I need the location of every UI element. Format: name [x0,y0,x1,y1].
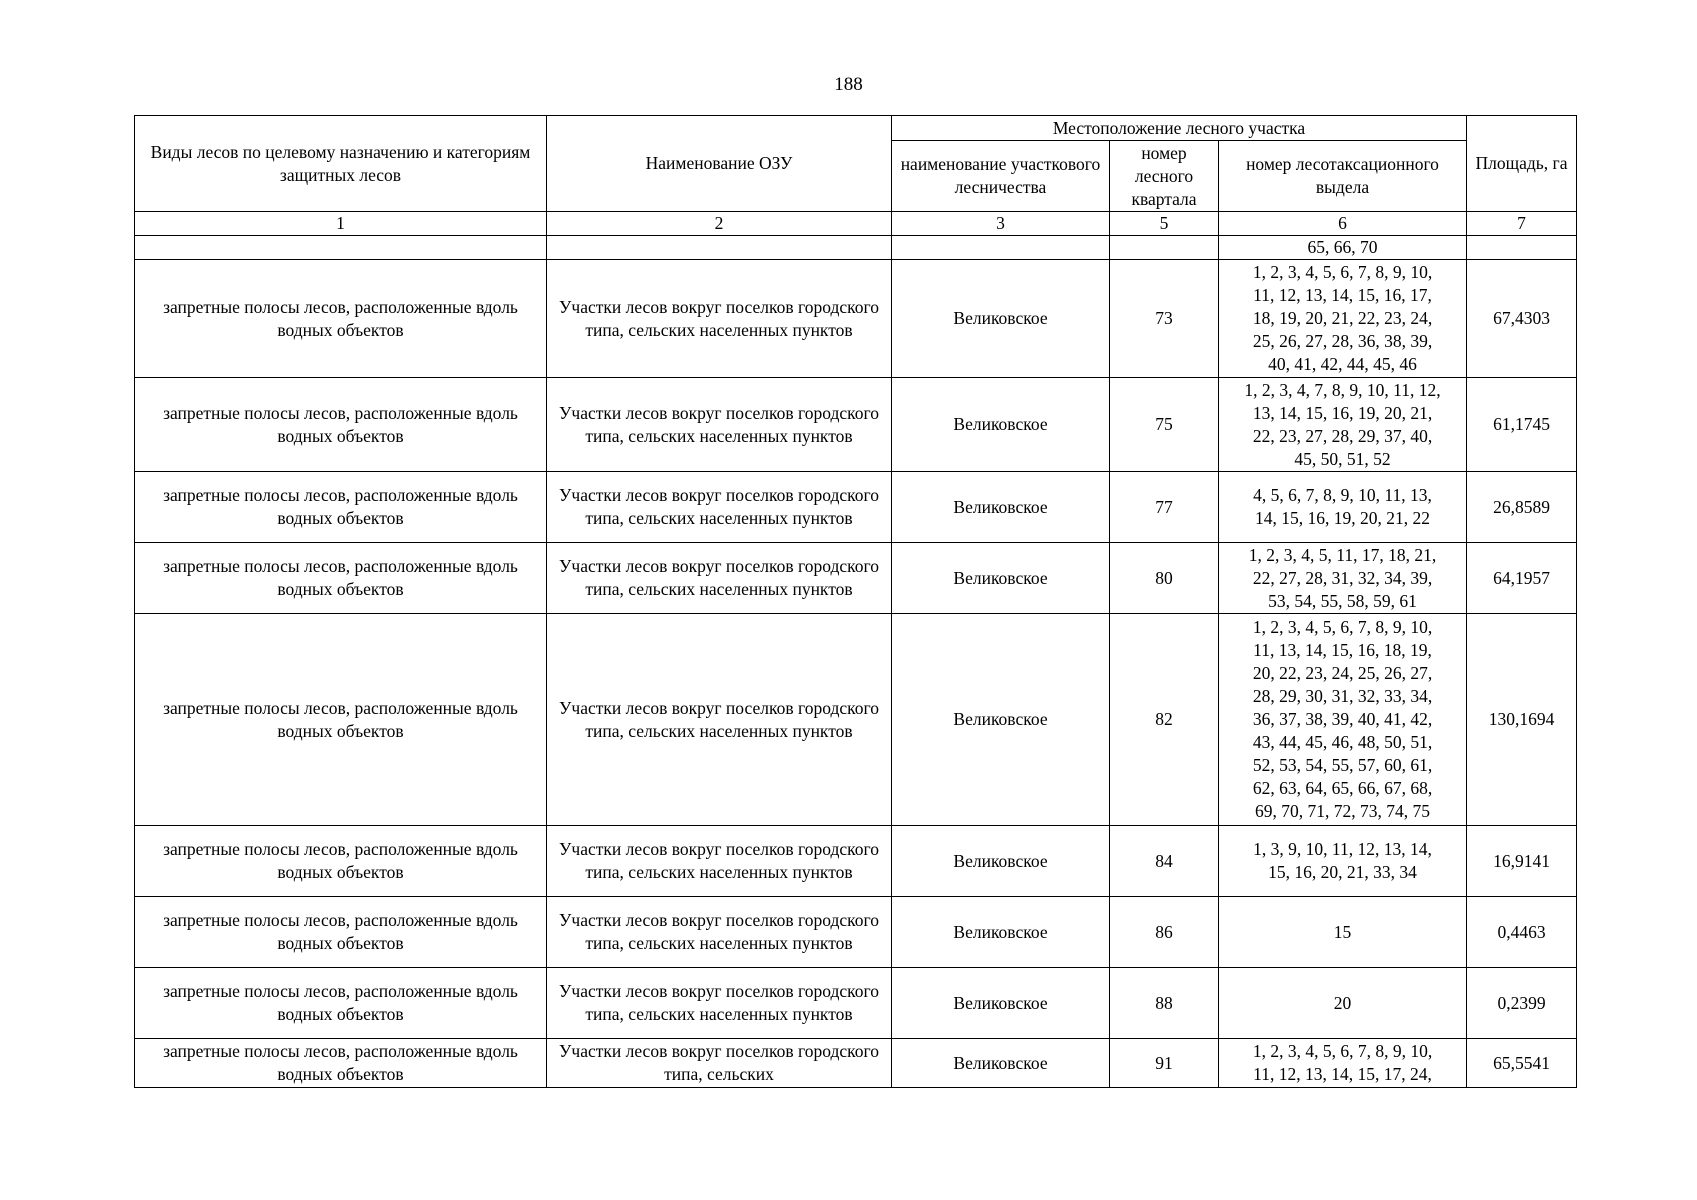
column-number: 3 [892,212,1110,236]
column-number-row [135,212,1577,236]
cell-vydel: 1, 3, 9, 10, 11, 12, 13, 14, 15, 16, 20, 21, 33, 34 [1219,826,1467,897]
table-row [135,1039,1577,1088]
cell-forestry: Великовское [892,826,1110,897]
cell-quarter [1110,236,1219,260]
cell-forest-type: запретные полосы лесов, расположенные вдоль водных объектов [135,378,547,472]
cell-forestry: Великовское [892,472,1110,543]
header-vydel-number: номер лесотаксационного выдела [1219,141,1467,212]
header-forestry-name: наименование участкового лесничества [892,141,1110,212]
cell-ozu-name: Участки лесов вокруг поселков городского типа, сельских населенных пунктов [547,378,892,472]
header-forest-type: Виды лесов по целевому назначению и категориям защитных лесов [135,116,547,212]
cell-ozu-name: Участки лесов вокруг поселков городского типа, сельских населенных пунктов [547,543,892,614]
cell-vydel: 20 [1219,968,1467,1039]
cell-forest-type: запретные полосы лесов, расположенные вдоль водных объектов [135,614,547,826]
column-number: 6 [1219,212,1467,236]
cell-vydel: 1, 2, 3, 4, 5, 6, 7, 8, 9, 10, 11, 12, 13, 14, 15, 16, 17, 18, 19, 20, 21, 22, 23, 24, 25, 26, 27, 28, 36, 38, 39, 40, 41, 42, 44, 45, 46 [1219,260,1467,378]
table-body [135,236,1577,1088]
cell-area [1467,236,1577,260]
cell-quarter: 86 [1110,897,1219,968]
cell-vydel: 1, 2, 3, 4, 5, 6, 7, 8, 9, 10, 11, 12, 13, 14, 15, 17, 24, [1219,1039,1467,1088]
cell-vydel: 1, 2, 3, 4, 7, 8, 9, 10, 11, 12, 13, 14, 15, 16, 19, 20, 21, 22, 23, 27, 28, 29, 37, 40, 45, 50, 51, 52 [1219,378,1467,472]
cell-forest-type: запретные полосы лесов, расположенные вдоль водных объектов [135,543,547,614]
cell-ozu-name: Участки лесов вокруг поселков городского типа, сельских населенных пунктов [547,897,892,968]
cell-quarter: 84 [1110,826,1219,897]
table-row [135,260,1577,378]
column-number: 7 [1467,212,1577,236]
table-header [135,116,1577,236]
cell-area: 64,1957 [1467,543,1577,614]
cell-ozu-name: Участки лесов вокруг поселков городского типа, сельских населенных пунктов [547,614,892,826]
table-row [135,968,1577,1039]
cell-ozu-name: Участки лесов вокруг поселков городского типа, сельских населенных пунктов [547,826,892,897]
table-row [135,826,1577,897]
cell-ozu-name: Участки лесов вокруг поселков городского типа, сельских [547,1039,892,1088]
cell-forest-type: запретные полосы лесов, расположенные вдоль водных объектов [135,826,547,897]
header-area: Площадь, га [1467,116,1577,212]
cell-area: 130,1694 [1467,614,1577,826]
cell-quarter: 77 [1110,472,1219,543]
cell-vydel: 15 [1219,897,1467,968]
cell-forest-type [135,236,547,260]
cell-ozu-name: Участки лесов вокруг поселков городского типа, сельских населенных пунктов [547,260,892,378]
cell-forest-type: запретные полосы лесов, расположенные вдоль водных объектов [135,260,547,378]
cell-forestry: Великовское [892,543,1110,614]
cell-area: 0,4463 [1467,897,1577,968]
cell-ozu-name: Участки лесов вокруг поселков городского типа, сельских населенных пунктов [547,968,892,1039]
cell-ozu-name: Участки лесов вокруг поселков городского типа, сельских населенных пунктов [547,472,892,543]
column-number: 5 [1110,212,1219,236]
cell-forest-type: запретные полосы лесов, расположенные вдоль водных объектов [135,968,547,1039]
column-number: 2 [547,212,892,236]
cell-forest-type: запретные полосы лесов, расположенные вдоль водных объектов [135,897,547,968]
cell-area: 0,2399 [1467,968,1577,1039]
cell-ozu-name [547,236,892,260]
forest-table [134,115,1577,1088]
table-row [135,897,1577,968]
cell-area: 26,8589 [1467,472,1577,543]
page-number: 188 [834,74,863,95]
cell-area: 61,1745 [1467,378,1577,472]
cell-quarter: 88 [1110,968,1219,1039]
header-quarter-number: номер лесного квартала [1110,141,1219,212]
cell-quarter: 91 [1110,1039,1219,1088]
cell-forestry: Великовское [892,968,1110,1039]
cell-forestry: Великовское [892,378,1110,472]
table-row [135,472,1577,543]
cell-area: 16,9141 [1467,826,1577,897]
cell-area: 65,5541 [1467,1039,1577,1088]
cell-vydel: 1, 2, 3, 4, 5, 11, 17, 18, 21, 22, 27, 28, 31, 32, 34, 39, 53, 54, 55, 58, 59, 61 [1219,543,1467,614]
cell-forest-type: запретные полосы лесов, расположенные вдоль водных объектов [135,472,547,543]
cell-forest-type: запретные полосы лесов, расположенные вдоль водных объектов [135,1039,547,1088]
cell-forestry: Великовское [892,897,1110,968]
cell-quarter: 82 [1110,614,1219,826]
cell-forestry: Великовское [892,1039,1110,1088]
cell-vydel: 4, 5, 6, 7, 8, 9, 10, 11, 13, 14, 15, 16, 19, 20, 21, 22 [1219,472,1467,543]
table-row [135,614,1577,826]
cell-quarter: 73 [1110,260,1219,378]
column-number: 1 [135,212,547,236]
continuation-row [135,236,1577,260]
header-location-group: Местоположение лесного участка [892,116,1467,141]
cell-quarter: 75 [1110,378,1219,472]
cell-forestry: Великовское [892,614,1110,826]
cell-quarter: 80 [1110,543,1219,614]
cell-area: 67,4303 [1467,260,1577,378]
table-row [135,543,1577,614]
cell-vydel: 65, 66, 70 [1219,236,1467,260]
cell-vydel: 1, 2, 3, 4, 5, 6, 7, 8, 9, 10, 11, 13, 14, 15, 16, 18, 19, 20, 22, 23, 24, 25, 26, 27, 28, 29, 30, 31, 32, 33, 34, 36, 37, 38, 39, 40, 41, 42, 43, 44, 45, 46, 48, 50, 51, 52, 53, 54, 55, 57, 60, 61, 62, 63, 64, 65, 66, 67, 68, 69, 70, 71, 72, 73, 74, 75 [1219,614,1467,826]
cell-forestry: Великовское [892,260,1110,378]
header-ozu-name: Наименование ОЗУ [547,116,892,212]
table-row [135,378,1577,472]
cell-forestry [892,236,1110,260]
